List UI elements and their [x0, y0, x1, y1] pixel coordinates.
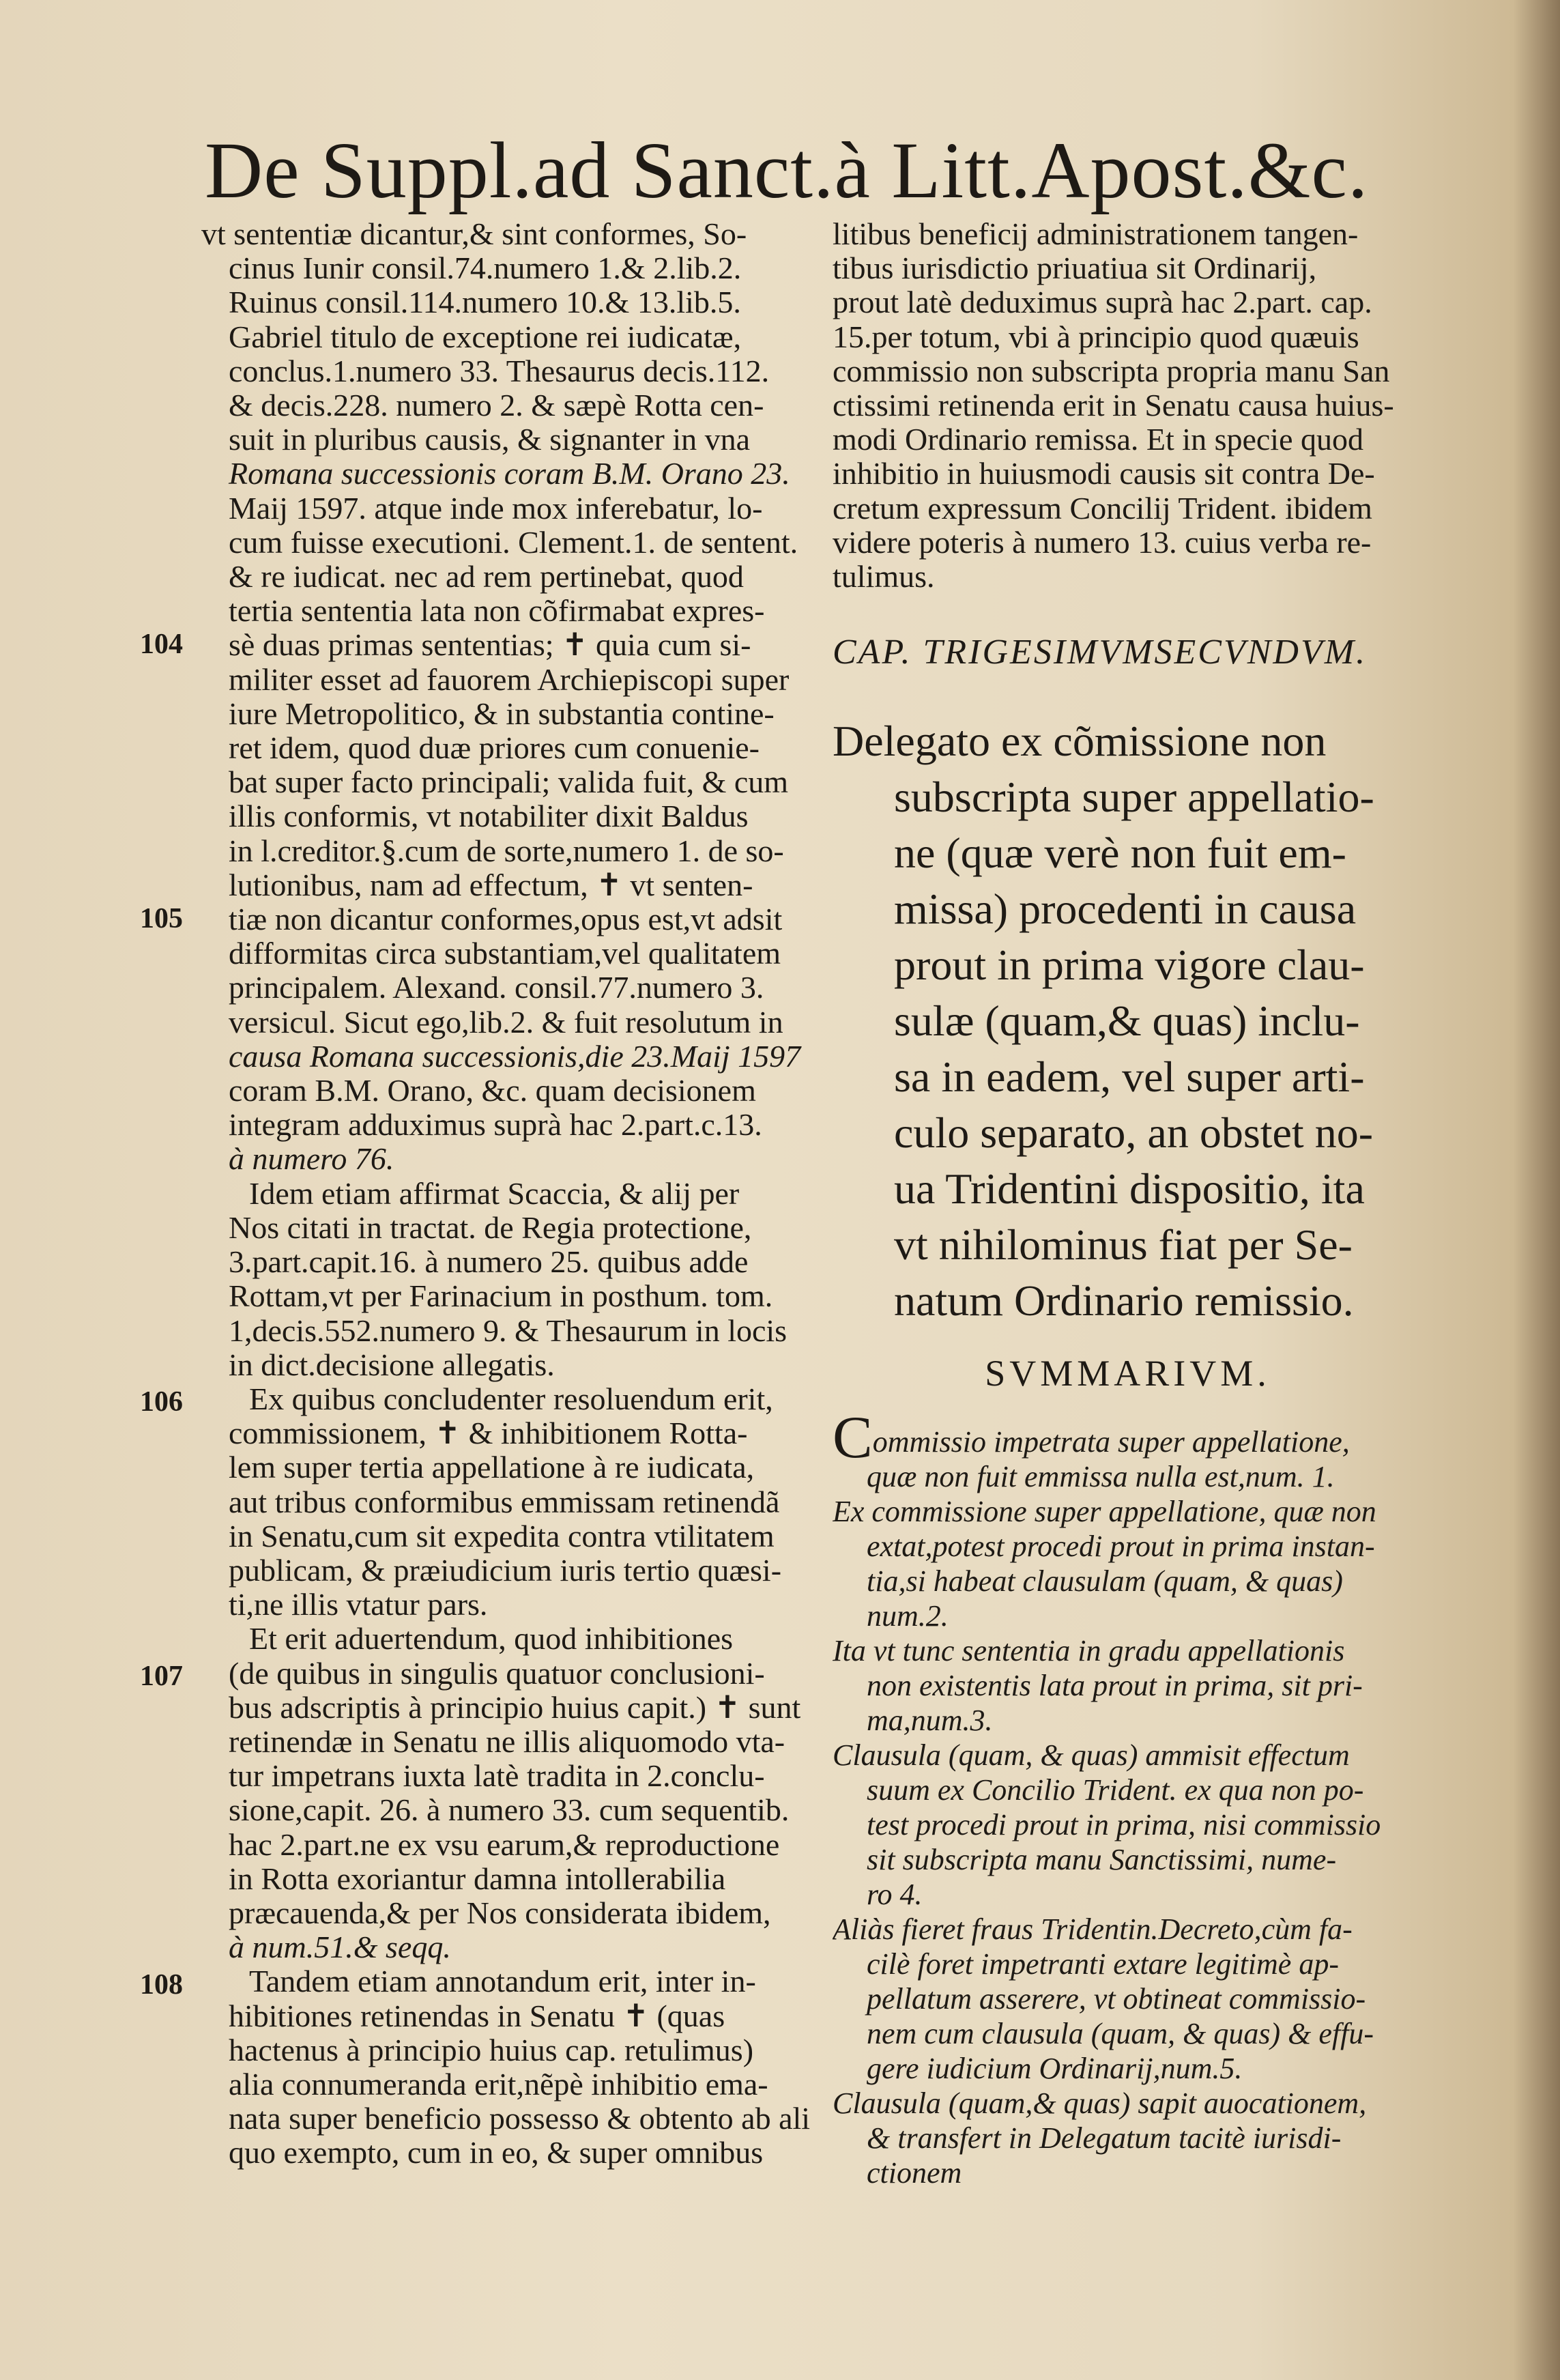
summary-heading: SVMMARIVM. — [985, 1353, 1271, 1394]
text-line: commissio non subscripta propria manu San — [833, 354, 1390, 388]
text-line: illis conformis, vt notabiliter dixit Baldus — [229, 799, 749, 834]
text-line: 1,decis.552.numero 9. & Thesaurum in locis — [229, 1313, 788, 1348]
text-line: 3.part.capit.16. à numero 25. quibus adde — [229, 1245, 749, 1280]
text-line: difformitas circa substantiam,vel qualitatem — [229, 936, 781, 971]
right-column — [833, 217, 1423, 2190]
summary-line: & transfert in Delegatum tacitè iurisdi- — [867, 2121, 1342, 2155]
text-line: causa Romana successionis,die 23.Maij 1597 — [229, 1039, 801, 1074]
text-line: commissionem, ✝ & inhibitionem Rotta- — [229, 1416, 748, 1451]
chapter-heading — [833, 713, 1423, 1329]
text-line: cretum expressum Concilij Trident. ibidem — [833, 491, 1372, 526]
text-line: ret idem, quod duæ priores cum conuenie- — [229, 731, 760, 766]
running-header: De Suppl.ad Sanct.à Litt.Apost.&c. — [205, 126, 1369, 215]
text-line: sè duas primas sententias; ✝ quia cum si- — [229, 628, 751, 663]
summary-line — [833, 1418, 1423, 1459]
heading-line: ne (quæ verè non fuit em- — [894, 829, 1346, 878]
text-line: in dict.decisione allegatis. — [229, 1347, 555, 1382]
summary-line: test procedi prout in prima, nisi commissio — [867, 1808, 1381, 1842]
text-line: cinus Iunir consil.74.numero 1.& 2.lib.2. — [229, 251, 742, 286]
text-line: tibus iurisdictio priuatiua sit Ordinarij, — [833, 251, 1317, 286]
heading-line: natum Ordinario remissio. — [894, 1276, 1354, 1325]
margin-number: 105 — [140, 903, 183, 934]
text-line: in Rotta exoriantur damna intollerabilia — [229, 1861, 726, 1896]
summary-line: Clausula (quam,& quas) sapit auocationem, — [833, 2087, 1367, 2121]
text-line: iure Metropolitico, & in substantia contine- — [229, 696, 775, 731]
text-line: Ruinus consil.114.numero 10.& 13.lib.5. — [229, 285, 741, 320]
text-line: publicam, & præiudicium iuris tertio quæsi- — [229, 1553, 782, 1588]
summary-line: Clausula (quam, & quas) ammisit effectum — [833, 1738, 1350, 1773]
text-line: versicul. Sicut ego,lib.2. & fuit resolutum in — [229, 1005, 783, 1040]
heading-line: ua Tridentini dispositio, ita — [894, 1164, 1365, 1214]
text-line: bus adscriptis à principio huius capit.) ✝ sunt — [229, 1690, 801, 1725]
text-line: à numero 76. — [229, 1142, 394, 1177]
text-line: 15.per totum, vbi à principio quod quæuis — [833, 319, 1359, 354]
text-line: coram B.M. Orano, &c. quam decisionem — [229, 1074, 756, 1108]
text-line: prout latè deduximus suprà hac 2.part. cap. — [833, 285, 1372, 320]
text-line: hactenus à principio huius cap. retulimus) — [229, 2033, 754, 2067]
text-line: Et erit aduertendum, quod inhibitiones — [249, 1622, 734, 1657]
text-line: cum fuisse executioni. Clement.1. de sentent. — [229, 525, 798, 560]
text-line: sione,capit. 26. à numero 33. cum sequentib. — [229, 1793, 790, 1828]
summary-line: cilè foret impetranti extare legitimè ap- — [867, 1947, 1339, 1981]
summary-line: num.2. — [867, 1599, 949, 1633]
text-line: conclus.1.numero 33. Thesaurus decis.112. — [229, 354, 770, 388]
heading-line: sa in eadem, vel super arti- — [894, 1052, 1365, 1102]
summary-line: suum ex Concilio Trident. ex qua non po- — [867, 1773, 1364, 1807]
margin-number: 107 — [140, 1661, 183, 1692]
heading-line: Delegato ex cõmissione non — [833, 717, 1327, 766]
text-line: suit in pluribus causis, & signanter in vna — [229, 422, 751, 457]
summary-line: non existentis lata prout in prima, sit pri- — [867, 1669, 1363, 1703]
summary-line: Ita vt tunc sententia in gradu appellationis — [833, 1634, 1345, 1668]
text-line: hibitiones retinendas in Senatu ✝ (quas — [229, 1998, 725, 2033]
drop-cap: C — [833, 1418, 873, 1460]
text-line: in Senatu,cum sit expedita contra vtilitatem — [229, 1519, 775, 1553]
text-line: litibus beneficij administrationem tangen- — [833, 217, 1359, 251]
heading-line: culo separato, an obstet no- — [894, 1108, 1373, 1158]
summary-line: tia,si habeat clausulam (quam, & quas) — [867, 1564, 1343, 1598]
chapter-title: CAP. TRIGESIMVMSECVNDVM. — [833, 633, 1368, 672]
summary-list — [833, 1418, 1423, 2190]
text-line: Romana successionis coram B.M. Orano 23. — [229, 457, 790, 491]
text-line: nata super beneficio possesso & obtento ab ali — [229, 2102, 811, 2136]
text-line: tiæ non dicantur conformes,opus est,vt adsit — [229, 902, 783, 937]
text-line: alia connumeranda erit,nẽpè inhibitio ema- — [229, 2067, 768, 2102]
text-line: tur impetrans iuxta latè tradita in 2.conclu- — [229, 1759, 765, 1794]
text-line: tertia sententia lata non cõfirmabat expres- — [229, 594, 765, 629]
text-line: Maij 1597. atque inde mox inferebatur, lo- — [229, 491, 763, 526]
summary-line: pellatum asserere, vt obtineat commissio- — [867, 1982, 1366, 2016]
text-line: Idem etiam affirmat Scaccia, & alij per — [249, 1176, 740, 1211]
text-line: Gabriel titulo de exceptione rei iudicatæ, — [229, 319, 742, 354]
text-line: vt sententiæ dicantur,& sint conformes, So- — [201, 217, 747, 251]
text-line: militer esset ad fauorem Archiepiscopi super — [229, 662, 790, 697]
text-line: lem super tertia appellatione à re iudicata, — [229, 1450, 755, 1485]
margin-number: 108 — [140, 1969, 183, 2001]
summary-line: Ex commissione super appellatione, quæ non — [833, 1495, 1376, 1529]
summary-line: extat,potest procedi prout in prima instan- — [867, 1530, 1375, 1564]
text-line: ti,ne illis vtatur pars. — [229, 1588, 488, 1622]
summary-line: quæ non fuit emmissa nulla est,num. 1. — [867, 1460, 1335, 1494]
summary-line: ro 4. — [867, 1878, 923, 1912]
text-line: hac 2.part.ne ex vsu earum,& reproductione — [229, 1827, 780, 1862]
margin-number: 104 — [140, 629, 183, 660]
text-line: Rottam,vt per Farinacium in posthum. tom. — [229, 1279, 773, 1314]
text-line: Nos citati in tractat. de Regia protectione, — [229, 1210, 752, 1245]
summary-line: gere iudicium Ordinarij,num.5. — [867, 2052, 1243, 2086]
summary-line: sit subscripta manu Sanctissimi, nume- — [867, 1843, 1337, 1877]
text-line: lutionibus, nam ad effectum, ✝ vt senten- — [229, 868, 753, 902]
heading-line: missa) procedenti in causa — [894, 885, 1357, 934]
summary-line: Aliàs fieret fraus Tridentin.Decreto,cùm fa- — [833, 1912, 1353, 1947]
text-line: in l.creditor.§.cum de sorte,numero 1. de so- — [229, 833, 784, 868]
text-line: inhibitio in huiusmodi causis sit contra De- — [833, 457, 1375, 491]
text-line: & decis.228. numero 2. & sæpè Rotta cen- — [229, 388, 764, 423]
summary-line: ctionem — [867, 2156, 962, 2190]
text-line: (de quibus in singulis quatuor conclusioni- — [229, 1656, 765, 1691]
text-line: quo exempto, cum in eo, & super omnibus — [229, 2136, 764, 2170]
heading-line: sulæ (quam,& quas) inclu- — [894, 997, 1360, 1046]
summary-line: nem cum clausula (quam, & quas) & effu- — [867, 2017, 1374, 2051]
heading-line: subscripta super appellatio- — [894, 773, 1374, 822]
heading-line: vt nihilominus fiat per Se- — [894, 1220, 1353, 1270]
text-line: bat super facto principali; valida fuit, & cum — [229, 765, 789, 800]
text-line: videre poteris à numero 13. cuius verba re- — [833, 525, 1372, 560]
text-line: Ex quibus concludenter resoluendum erit, — [249, 1381, 773, 1416]
left-column — [201, 217, 812, 2170]
text-line: ctissimi retinenda erit in Senatu causa huius- — [833, 388, 1394, 423]
text-line: præcauenda,& per Nos considerata ibidem, — [229, 1895, 771, 1930]
text-line: retinendæ in Senatu ne illis aliquomodo vta- — [229, 1724, 785, 1759]
text-line: aut tribus conformibus emmissam retinendã — [229, 1485, 780, 1519]
heading-line: prout in prima vigore clau- — [894, 941, 1365, 990]
text-line: tulimus. — [833, 560, 935, 594]
text-line: integram adduximus suprà hac 2.part.c.13. — [229, 1108, 762, 1143]
text-line: & re iudicat. nec ad rem pertinebat, quod — [229, 560, 744, 594]
text-line: principalem. Alexand. consil.77.numero 3. — [229, 971, 764, 1005]
text-line: Tandem etiam annotandum erit, inter in- — [249, 1964, 756, 1999]
summary-line: ma,num.3. — [867, 1704, 993, 1738]
summary-text: ommissio impetrata super appellatione, — [872, 1425, 1350, 1459]
text-line: à num.51.& seqq. — [229, 1930, 451, 1965]
text-line: modi Ordinario remissa. Et in specie quod — [833, 422, 1364, 457]
margin-number: 106 — [140, 1386, 183, 1418]
